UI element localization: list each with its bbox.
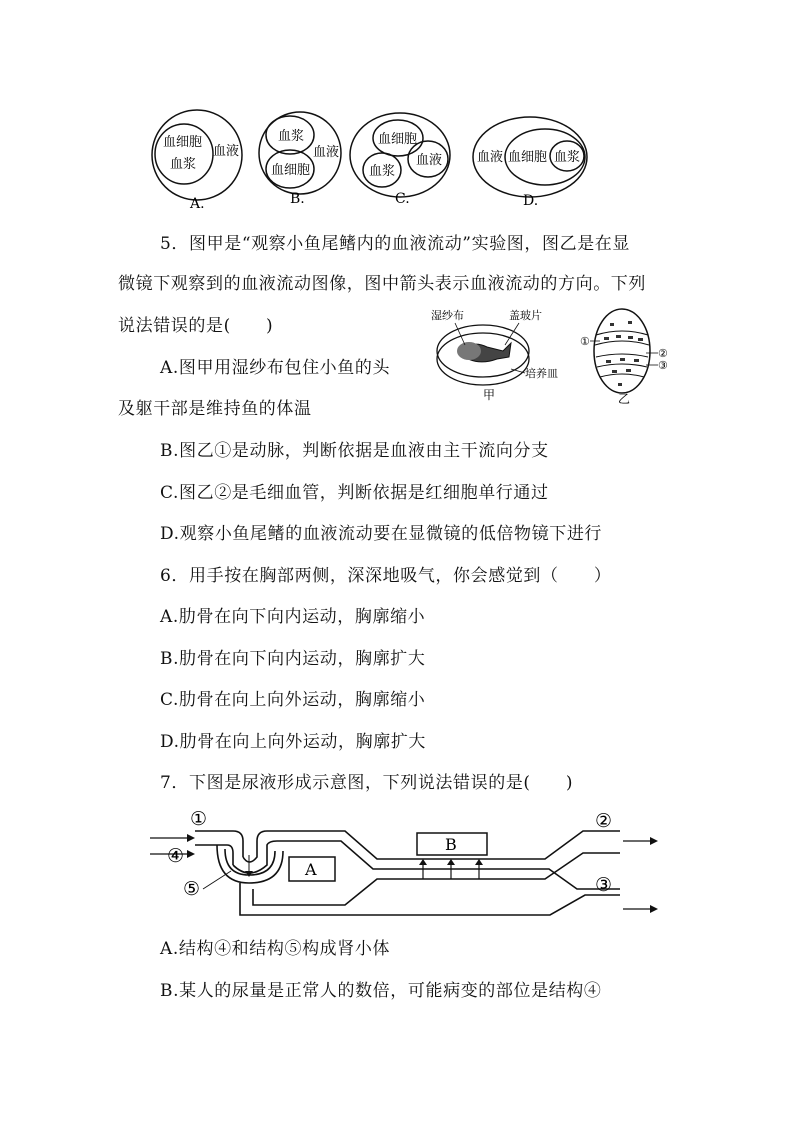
fig-d-outer: 血液 <box>477 150 504 165</box>
label-wet-gauze: 湿纱布 <box>431 309 464 322</box>
fig-c-top: 血细胞 <box>378 132 418 147</box>
label-3: ③ <box>595 874 613 896</box>
q5-option-a-line2: 及躯干部是维持鱼的体温 <box>118 399 312 419</box>
q5-stem-line1: 5．图甲是“观察小鱼尾鳍内的血液流动”实验图，图乙是在显 <box>160 234 630 254</box>
fig-a-label: A. <box>190 196 205 212</box>
q5-option-b: B.图乙①是动脉，判断依据是血液由主干流向分支 <box>160 441 549 461</box>
q7-figure-nephron <box>145 805 665 930</box>
fig-c-right: 血液 <box>416 153 443 168</box>
yi-label-1: ① <box>580 335 590 348</box>
q6-option-d: D.肋骨在向上向外运动，胸廓扩大 <box>160 732 427 752</box>
fig-d-inner: 血浆 <box>554 150 581 165</box>
box-a-label: A <box>305 860 317 879</box>
label-petri-dish: 培养皿 <box>525 367 558 380</box>
fig-a-inner-1: 血细胞 <box>163 135 203 150</box>
caption-yi: 乙 <box>618 392 631 406</box>
wet-gauze <box>457 342 481 360</box>
fig-b-inner-top: 血浆 <box>278 129 305 144</box>
fig-d-middle: 血细胞 <box>508 150 548 165</box>
fig-b-outer: 血液 <box>313 145 340 160</box>
q5-figure-jia <box>425 305 575 405</box>
q4-figures <box>140 108 660 213</box>
caption-jia: 甲 <box>483 388 496 402</box>
q5-stem-line3: 说法错误的是( ) <box>118 316 274 336</box>
q6-option-b: B.肋骨在向下向内运动，胸廓扩大 <box>160 649 426 669</box>
label-5: ⑤ <box>183 878 201 900</box>
fig-c-label: C. <box>395 191 410 207</box>
fig-b-inner-bottom: 血细胞 <box>271 163 311 178</box>
fig-b-label: B. <box>290 191 305 207</box>
q6-option-c: C.肋骨在向上向外运动，胸廓缩小 <box>160 690 426 710</box>
q5-option-c: C.图乙②是毛细血管，判断依据是红细胞单行通过 <box>160 483 549 503</box>
figure-c <box>350 113 450 207</box>
label-1: ① <box>190 808 208 830</box>
q7-option-b: B.某人的尿量是正常人的数倍，可能病变的部位是结构④ <box>160 981 602 1001</box>
q6-stem: 6．用手按在胸部两侧，深深地吸气，你会感觉到（ ） <box>160 566 612 586</box>
figure-b <box>259 112 341 207</box>
yi-label-3: ③ <box>658 359 668 372</box>
q6-option-a: A.肋骨在向下向内运动，胸廓缩小 <box>160 607 426 627</box>
q7-option-a: A.结构④和结构⑤构成肾小体 <box>160 939 391 959</box>
fig-a-outer: 血液 <box>213 144 240 159</box>
fig-a-inner-2: 血浆 <box>170 157 197 172</box>
label-2: ② <box>595 810 613 832</box>
q5-option-a-line1: A.图甲用湿纱布包住小鱼的头 <box>160 358 391 378</box>
q7-stem: 7．下图是尿液形成示意图，下列说法错误的是( ) <box>160 773 574 793</box>
q5-figure-yi <box>582 305 692 405</box>
fig-c-left: 血浆 <box>369 164 396 179</box>
box-b-label: B <box>445 835 457 854</box>
fig-d-label: D. <box>523 193 539 209</box>
q5-option-d: D.观察小鱼尾鳍的血液流动要在显微镜的低倍物镜下进行 <box>160 524 603 544</box>
figure-a <box>152 110 242 212</box>
label-cover-slip: 盖玻片 <box>509 309 542 322</box>
yi-label-2: ② <box>658 347 668 360</box>
q5-stem-line2: 微镜下观察到的血液流动图像，图中箭头表示血液流动的方向。下列 <box>118 274 646 294</box>
figure-d <box>473 117 587 209</box>
label-4: ④ <box>167 845 185 867</box>
